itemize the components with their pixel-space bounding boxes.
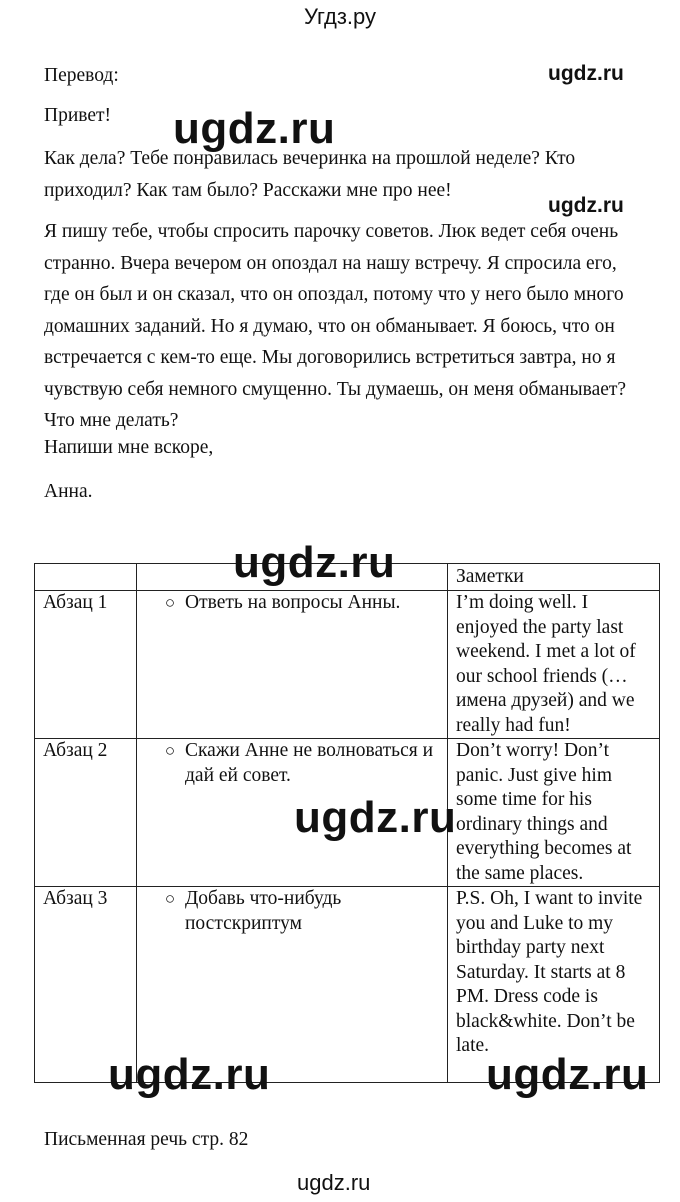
letter-paragraph-2: Я пишу тебе, чтобы спросить парочку советов. Люк ведет себя очень странно. Вчера вечером он опоздал на нашу встречу. Я спросила его, где он был и он сказал, что он опоздал, потому что у него было много домашних заданий. Но я думаю, что он обманывает. Я боюсь, что он встречается с кем-то еще. Мы договорились встретиться завтра, но я чувствую себя немного смущенно. Ты думаешь, он меня обманывает? Что мне делать? (44, 221, 627, 431)
watermark: ugdz.ru (173, 104, 336, 153)
paragraph-label: Абзац 1 (35, 591, 137, 739)
translation-heading: Перевод: (44, 65, 119, 86)
notes-cell: Don’t worry! Don’t panic. Just give him some time for his ordinary things and everything becomes at the same places. (448, 739, 660, 887)
paragraph-label: Абзац 3 (35, 887, 137, 1083)
table-row (35, 591, 660, 739)
circle-bullet-icon: ○ (164, 889, 176, 908)
paragraph-label: Абзац 2 (35, 739, 137, 887)
watermark: ugdz.ru (297, 1170, 371, 1195)
task-text: Добавь что-нибудь постскриптум (185, 888, 342, 934)
task-cell (137, 591, 448, 739)
circle-bullet-icon: ○ (164, 593, 176, 612)
site-title: Угдз.ру (303, 4, 377, 29)
letter-closing: Напиши мне вскоре, (44, 437, 214, 458)
page-caption: Письменная речь стр. 82 (44, 1129, 249, 1150)
notes-cell: I’m doing well. I enjoyed the party last weekend. I met a lot of our school friends (… имена друзей) and we really had fun! (448, 591, 660, 739)
watermark: ugdz.ru (486, 1050, 649, 1099)
watermark: ugdz.ru (548, 194, 624, 217)
task-text: Скажи Анне не волноваться и дай ей совет. (185, 740, 434, 786)
table-header-cell (35, 564, 137, 591)
watermark: ugdz.ru (108, 1050, 271, 1099)
letter-paragraph-1: Как дела? Тебе понравилась вечеринка на прошлой неделе? Кто приходил? Как там было? Расскажи мне про нее! (44, 148, 576, 201)
circle-bullet-icon: ○ (164, 741, 176, 760)
watermark: ugdz.ru (233, 538, 396, 587)
letter-greeting: Привет! (44, 105, 112, 126)
watermark: ugdz.ru (294, 793, 457, 842)
letter-signature: Анна. (44, 481, 93, 502)
watermark: ugdz.ru (548, 62, 624, 85)
notes-cell: P.S. Oh, I want to invite you and Luke to my birthday party next Saturday. It starts at 8 PM. Dress code is black&white. Don’t be late. (448, 887, 660, 1083)
task-text: Ответь на вопросы Анны. (185, 592, 401, 613)
notes-column-header: Заметки (448, 564, 660, 591)
